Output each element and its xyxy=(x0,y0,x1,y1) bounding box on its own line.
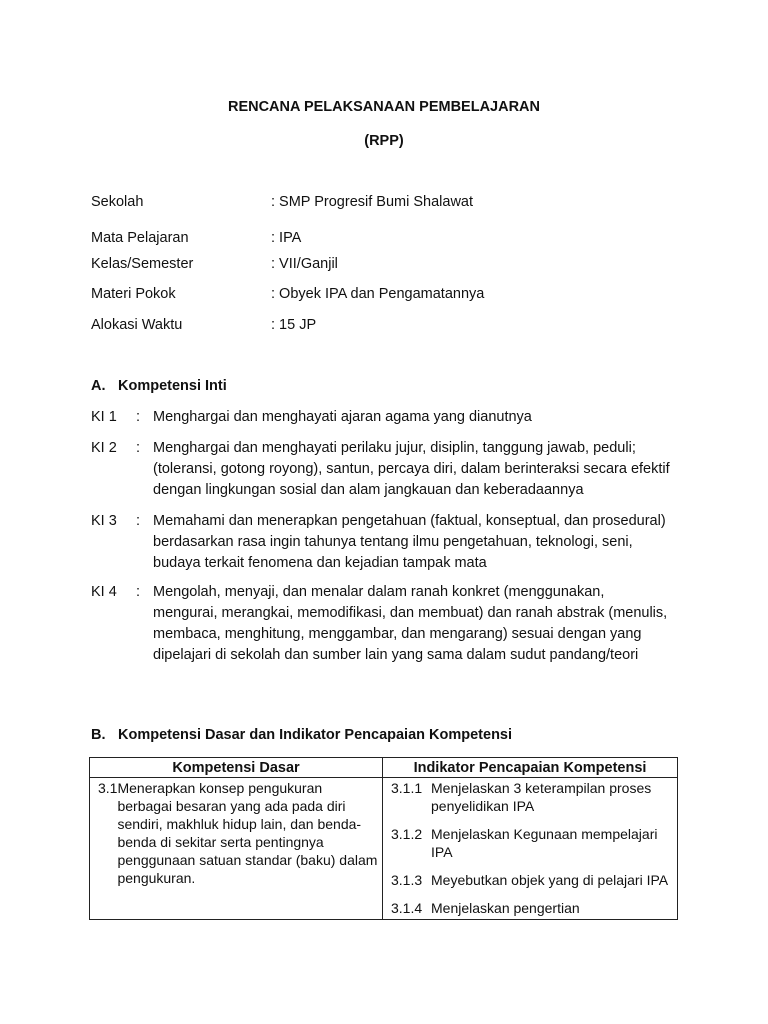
indicator-item xyxy=(391,825,673,861)
indicator-number: 3.1.1 xyxy=(391,780,423,796)
ki-code: KI 4 xyxy=(91,584,117,600)
indicator-number: 3.1.2 xyxy=(391,826,423,842)
section-letter: A. xyxy=(91,378,106,394)
ki-text: Mengolah, menyaji, dan menalar dalam ranah konkret (menggunakan, mengurai, merangkai, memodifikasi, dan membuat) dan ranah abstrak (menulis, membaca, menghitung, menggambar, dan mengarang) sesuai dengan yang dipelajari di sekolah dan sumber lain yang sama dalam sudut pandang/teori xyxy=(153,584,668,663)
indicator-item xyxy=(391,899,673,917)
table-header-row xyxy=(90,758,678,778)
ki-text: Menghargai dan menghayati perilaku jujur, disiplin, tanggung jawab, peduli; (toleransi, gotong royong), santun, percaya diri, dalam berinteraksi secara efektif dengan lingkungan sosial dan alam jangkauan dan keberadaannya xyxy=(153,440,670,498)
info-value: : 15 JP xyxy=(271,317,317,333)
table-row xyxy=(90,778,678,920)
indicator-number: 3.1.4 xyxy=(391,900,423,916)
info-label: Materi Pokok xyxy=(91,286,176,302)
ki-code: KI 3 xyxy=(91,513,117,529)
ki-item-2 xyxy=(91,438,671,501)
ki-text: Menghargai dan menghayati ajaran agama yang dianutnya xyxy=(153,409,532,425)
kd-indicator-table xyxy=(89,757,678,920)
info-label: Sekolah xyxy=(91,194,144,210)
info-value: : Obyek IPA dan Pengamatannya xyxy=(271,286,485,302)
info-label: Kelas/Semester xyxy=(91,256,194,272)
indicator-text: Menjelaskan pengertian xyxy=(431,900,580,916)
column-header-kompetensi-dasar: Kompetensi Dasar xyxy=(90,758,383,778)
ki-code: KI 1 xyxy=(91,409,117,425)
kd-item xyxy=(98,779,378,887)
ki-colon: : xyxy=(136,513,141,529)
section-title: Kompetensi Dasar dan Indikator Pencapaian Kompetensi xyxy=(118,727,513,743)
indicator-number: 3.1.3 xyxy=(391,872,423,888)
kd-cell xyxy=(90,778,383,920)
indicator-item xyxy=(391,779,673,815)
ki-colon: : xyxy=(136,409,141,425)
ki-code: KI 2 xyxy=(91,440,117,456)
ki-item-3 xyxy=(91,511,671,574)
section-a-heading xyxy=(91,378,227,394)
indicator-text: Menjelaskan Kegunaan mempelajari IPA xyxy=(431,826,658,860)
indicator-item xyxy=(391,871,673,889)
document-title: RENCANA PELAKSANAAN PEMBELAJARAN xyxy=(227,99,541,115)
ki-text: Memahami dan menerapkan pengetahuan (faktual, konseptual, dan prosedural) berdasarkan rasa ingin tahunya tentang ilmu pengetahuan, teknologi, seni, budaya terkait fenomena dan kejadian tampak mata xyxy=(153,513,666,571)
info-value: : VII/Ganjil xyxy=(271,256,338,272)
kd-text: Menerapkan konsep pengukuran berbagai besaran yang ada pada diri sendiri, makhluk hidup lain, dan benda-benda di sekitar serta pentingnya penggunaan satuan standar (baku) dalam pengukuran. xyxy=(117,780,378,886)
ki-colon: : xyxy=(136,440,141,456)
ki-item-1 xyxy=(91,407,671,428)
indicator-text: Menjelaskan 3 keterampilan proses penyelidikan IPA xyxy=(431,780,652,814)
kd-number: 3.1 xyxy=(98,780,118,796)
info-value: : IPA xyxy=(271,230,302,246)
indicator-cell xyxy=(383,778,678,920)
indicator-text: Meyebutkan objek yang di pelajari IPA xyxy=(431,872,669,888)
column-header-indikator: Indikator Pencapaian Kompetensi xyxy=(383,758,678,778)
info-label: Alokasi Waktu xyxy=(91,317,183,333)
section-b-heading xyxy=(91,727,512,743)
ki-colon: : xyxy=(136,584,141,600)
info-value: : SMP Progresif Bumi Shalawat xyxy=(271,194,474,210)
section-title: Kompetensi Inti xyxy=(118,378,227,394)
section-letter: B. xyxy=(91,727,106,743)
ki-item-4 xyxy=(91,582,671,666)
document-subtitle: (RPP) xyxy=(364,133,404,149)
info-label: Mata Pelajaran xyxy=(91,230,189,246)
